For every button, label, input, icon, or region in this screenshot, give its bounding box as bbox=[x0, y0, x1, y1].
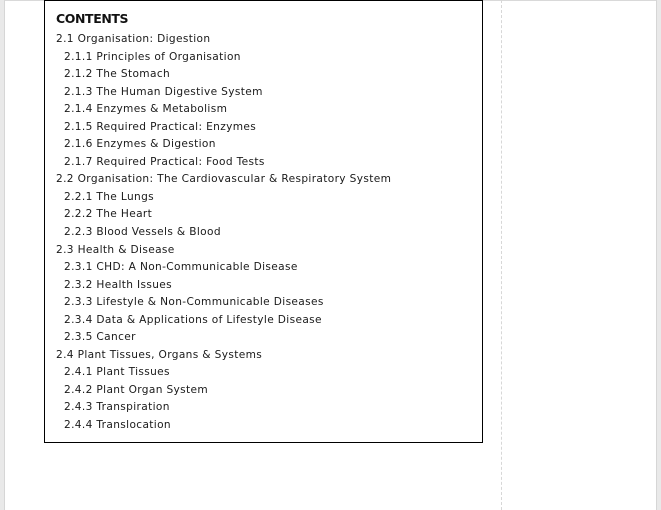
toc-subsection-link[interactable]: 2.1.3 The Human Digestive System bbox=[64, 85, 263, 98]
toc-subsection-link[interactable]: 2.3.3 Lifestyle & Non-Communicable Diseases bbox=[64, 296, 324, 309]
toc-subsection-link[interactable]: 2.3.2 Health Issues bbox=[64, 278, 173, 291]
toc-subsection-link[interactable]: 2.2.2 The Heart bbox=[64, 208, 153, 221]
toc-subsection-link[interactable]: 2.4.2 Plant Organ System bbox=[64, 383, 209, 396]
toc-subsection-link[interactable]: 2.1.4 Enzymes & Metabolism bbox=[64, 103, 228, 116]
toc-subsection-link[interactable]: 2.2.3 Blood Vessels & Blood bbox=[64, 226, 221, 239]
toc-subsection-link[interactable]: 2.3.1 CHD: A Non-Communicable Disease bbox=[64, 261, 298, 274]
toc-section-link[interactable]: 2.4 Plant Tissues, Organs & Systems bbox=[56, 348, 263, 361]
page-left-edge bbox=[0, 0, 5, 510]
toc-subsection-link[interactable]: 2.4.4 Translocation bbox=[64, 419, 171, 432]
toc-subsection-link[interactable]: 2.2.1 The Lungs bbox=[64, 190, 155, 203]
toc-title: CONTENTS bbox=[56, 11, 129, 26]
page-right-edge bbox=[656, 0, 661, 510]
toc-section-link[interactable]: 2.1 Organisation: Digestion bbox=[56, 33, 211, 45]
toc-subsection-link[interactable]: 2.3.4 Data & Applications of Lifestyle Disease bbox=[64, 313, 322, 326]
toc-subsection-link[interactable]: 2.3.5 Cancer bbox=[64, 331, 136, 344]
toc-section-link[interactable]: 2.2 Organisation: The Cardiovascular & Respiratory System bbox=[56, 173, 392, 186]
margin-guide bbox=[501, 0, 502, 510]
toc-subsection-link[interactable]: 2.1.1 Principles of Organisation bbox=[64, 50, 241, 63]
toc-subsection-link[interactable]: 2.4.1 Plant Tissues bbox=[64, 366, 170, 379]
table-of-contents bbox=[44, 0, 483, 443]
toc-subsection-link[interactable]: 2.1.5 Required Practical: Enzymes bbox=[64, 120, 257, 133]
toc-subsection-link[interactable]: 2.1.6 Enzymes & Digestion bbox=[64, 138, 216, 151]
toc-section-link[interactable]: 2.3 Health & Disease bbox=[56, 243, 175, 256]
toc-subsection-link[interactable]: 2.1.2 The Stomach bbox=[64, 68, 171, 81]
toc-subsection-link[interactable]: 2.4.3 Transpiration bbox=[64, 401, 170, 414]
toc-list bbox=[56, 31, 391, 435]
toc-subsection-link[interactable]: 2.1.7 Required Practical: Food Tests bbox=[64, 155, 265, 168]
